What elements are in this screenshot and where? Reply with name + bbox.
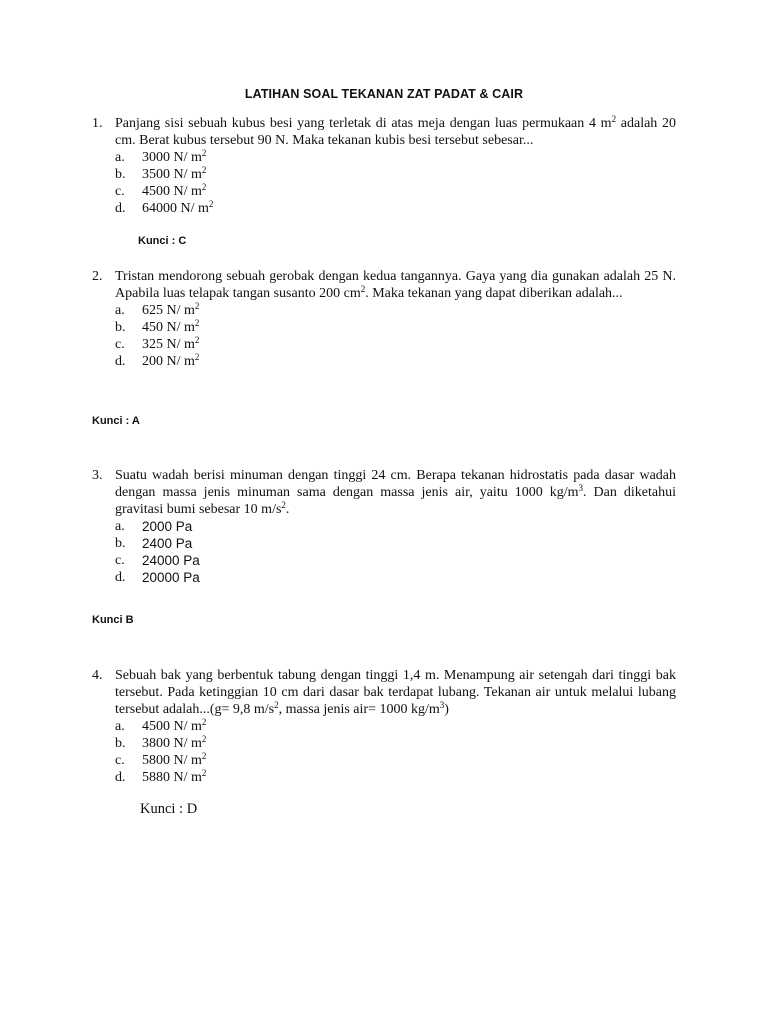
option-b: b. 2400 Pa (115, 536, 193, 551)
answer-key-3: Kunci B (92, 614, 134, 626)
option-d: d. 20000 Pa (115, 570, 200, 585)
answer-key-4: Kunci : D (140, 801, 198, 817)
option-a: a. 4500 N/ $m^2$ (115, 717, 207, 734)
question-number: 1. (92, 116, 103, 131)
option-d: d. 200 N/ $m^2$ (115, 352, 200, 369)
option-list (115, 302, 676, 370)
option-c: c. 24000 Pa (115, 553, 200, 568)
option-c: c. 325 N/ $m^2$ (115, 335, 200, 352)
question-number: 3. (92, 468, 103, 483)
question-number: 2. (92, 269, 103, 284)
option-d: d. 64000 N/ $m^2$ (115, 199, 214, 216)
option-b: b. 3800 N/ $m^2$ (115, 734, 207, 751)
answer-key-1: Kunci : C (138, 235, 187, 247)
option-list (115, 718, 676, 786)
question-4 (92, 667, 676, 786)
option-b: b. 450 N/ $m^2$ (115, 318, 200, 335)
question-3 (92, 467, 676, 586)
question-number: 4. (92, 668, 103, 683)
question-text: Tristan mendorong sebuah gerobak dengan kedua tangannya. Gaya yang dia gunakan adalah 25 N. Apabila luas telapak tangan susanto 200 $cm^2$. Maka tekanan yang dapat diberikan adalah... (115, 269, 676, 301)
option-c: c. 5800 N/ $m^2$ (115, 751, 207, 768)
option-list (115, 149, 676, 217)
option-a: a. 3000 N/ $m^2$ (115, 148, 207, 165)
option-b: b. 3500 N/ $m^2$ (115, 165, 207, 182)
question-1 (92, 115, 676, 217)
option-c: c. 4500 N/ $m^2$ (115, 182, 207, 199)
answer-key-2: Kunci : A (92, 415, 140, 427)
question-text: Suatu wadah berisi minuman dengan tinggi 24 cm. Berapa tekanan hidrostatis pada dasar wadah dengan massa jenis minuman sama dengan massa jenis air, yaitu 1000 $kg/m^3$. Dan diketahui gravitasi bumi sebesar 10 $m/s^2$. (115, 468, 676, 517)
option-a: a. 2000 Pa (115, 519, 193, 534)
question-text: Sebuah bak yang berbentuk tabung dengan tinggi 1,4 m. Menampung air setengah dari tinggi bak tersebut. Pada ketinggian 10 cm dari dasar bak terdapat lubang. Tekanan air untuk melalui lubang tersebut adalah...(g= 9,8 $m/s^2$, massa jenis air= 1000 $kg/m^3$) (115, 668, 676, 717)
question-text: Panjang sisi sebuah kubus besi yang terletak di atas meja dengan luas permukaan 4 $m^2$ adalah 20 cm. Berat kubus tersebut 90 N. Maka tekanan kubis besi tersebut sebesar... (115, 114, 676, 148)
page-title: LATIHAN SOAL TEKANAN ZAT PADAT & CAIR (244, 87, 524, 101)
question-2 (92, 268, 676, 370)
option-a: a. 625 N/ $m^2$ (115, 301, 200, 318)
option-d: d. 5880 N/ $m^2$ (115, 768, 207, 785)
option-list (115, 518, 676, 586)
